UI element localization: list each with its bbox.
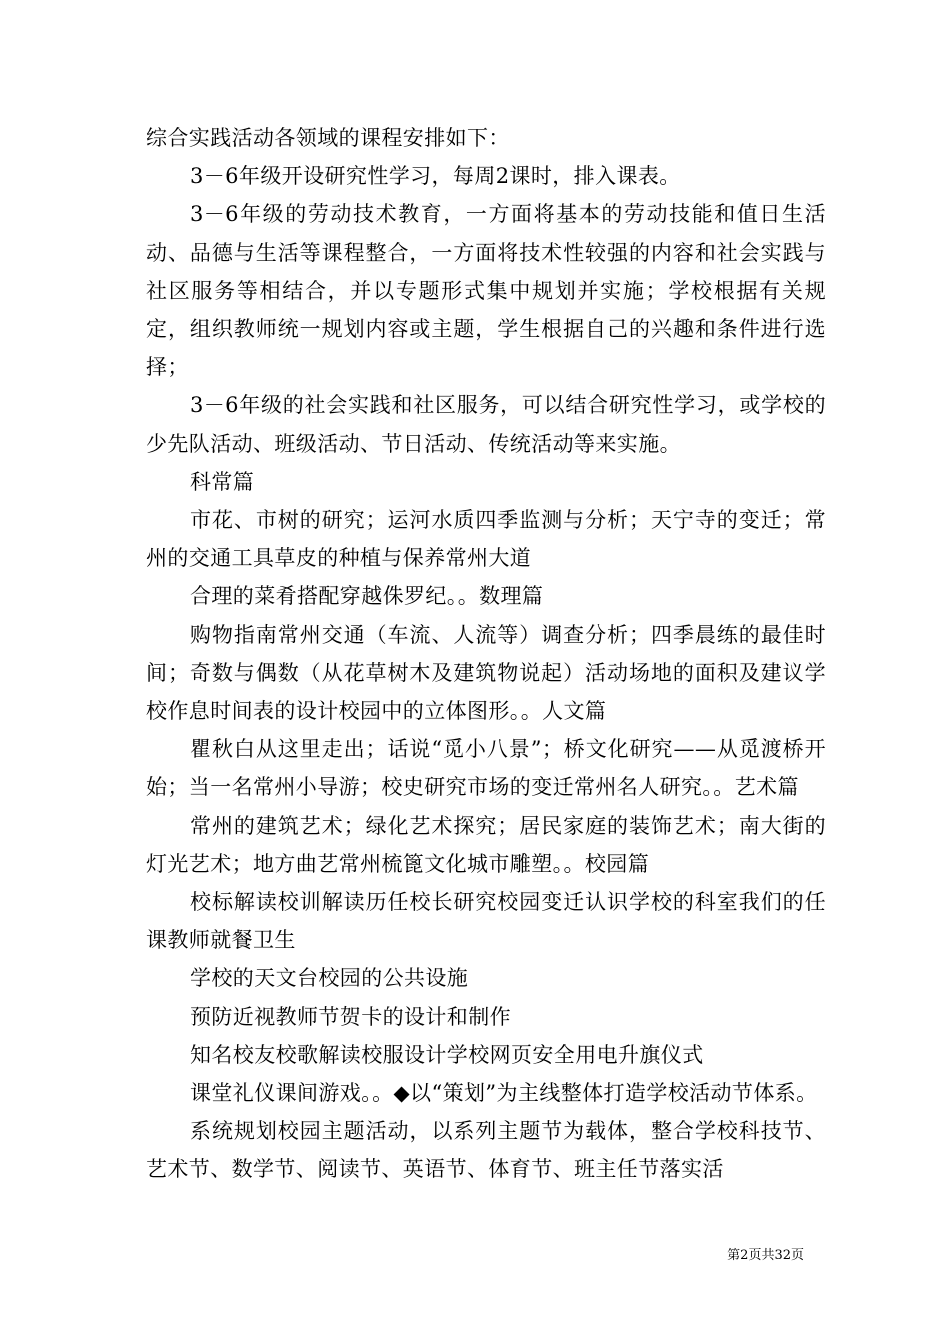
paragraph-theme-festivals: 系统规划校园主题活动，以系列主题节为载体，整合学校科技节、艺术节、数学节、阅读节、英语节、体育节、班主任节落实活 (146, 1119, 826, 1182)
paragraph-festival-planning: 课堂礼仪课间游戏。。◆以“策划”为主线整体打造学校活动节体系。 (190, 1081, 818, 1106)
paragraph-campus-topics-4: 知名校友校歌解读校服设计学校网页安全用电升旗仪式 (190, 1042, 704, 1067)
paragraph-humanities-topics: 瞿秋白从这里走出；话说“觅小八景”；桥文化研究——从觅渡桥开始；当一名常州小导游；校史研究市场的变迁常州名人研究。。艺术篇 (146, 737, 826, 800)
paragraph-science-topics: 市花、市树的研究；运河水质四季监测与分析；天宁寺的变迁；常州的交通工具草皮的种植与保养常州大道 (146, 508, 826, 571)
paragraph-labor-education: 3－6年级的劳动技术教育，一方面将基本的劳动技能和值日生活动、品德与生活等课程整合，一方面将技术性较强的内容和社会实践与社区服务等相结合，并以专题形式集中规划并实施；学校根据有关规定，组织教师统一规划内容或主题，学生根据自己的兴趣和条件进行选择； (146, 202, 826, 380)
section-heading-science: 科常篇 (190, 469, 255, 494)
paragraph-art-topics: 常州的建筑艺术；绿化艺术探究；居民家庭的装饰艺术；南大街的灯光艺术；地方曲艺常州梳篦文化城市雕塑。。校园篇 (146, 813, 826, 876)
paragraph-social-practice: 3－6年级的社会实践和社区服务，可以结合研究性学习，或学校的少先队活动、班级活动、节日活动、传统活动等来实施。 (146, 393, 826, 456)
body-text (146, 119, 826, 1189)
paragraph-research-study: 3－6年级开设研究性学习，每周2课时，排入课表。 (190, 164, 681, 189)
paragraph-intro: 综合实践活动各领域的课程安排如下： (146, 126, 510, 150)
paragraph-campus-topics-3: 预防近视教师节贺卡的设计和制作 (190, 1004, 511, 1029)
paragraph-campus-topics: 校标解读校训解读历任校长研究校园变迁认识学校的科室我们的任课教师就餐卫生 (146, 890, 826, 953)
paragraph-science-topics-2: 合理的菜肴搭配穿越侏罗纪。。数理篇 (190, 584, 544, 609)
paragraph-math-topics: 购物指南常州交通（车流、人流等）调查分析；四季晨练的最佳时间；奇数与偶数（从花草树木及建筑物说起）活动场地的面积及建议学校作息时间表的设计校园中的立体图形。。人文篇 (146, 622, 826, 724)
paragraph-campus-topics-2: 学校的天文台校园的公共设施 (190, 966, 469, 991)
page-number-footer: 第2页共32页 (727, 1248, 804, 1263)
